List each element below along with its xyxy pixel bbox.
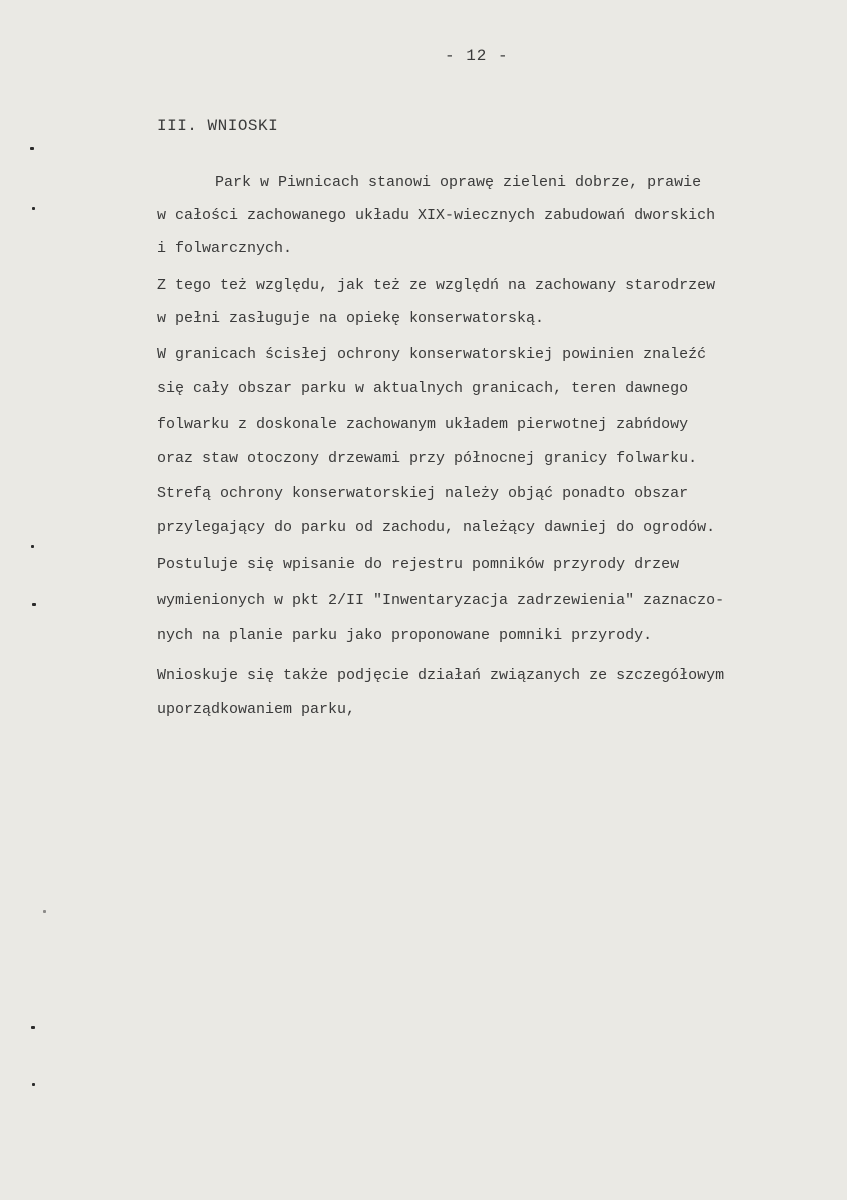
margin-speck (43, 910, 46, 913)
text-line: w pełni zasługuje na opiekę konserwatorską. (157, 310, 545, 327)
section-heading: III. WNIOSKI (157, 117, 279, 135)
text-line: folwarku z doskonale zachowanym układem pierwotnej zabńdowy (157, 416, 689, 433)
text-line: się cały obszar parku w aktualnych granicach, teren dawnego (157, 380, 689, 397)
text-line: oraz staw otoczony drzewami przy północnej granicy folwarku. (157, 450, 698, 467)
text-line: nych na planie parku jako proponowane pomniki przyrody. (157, 627, 653, 644)
page-number: - 12 - (445, 47, 509, 65)
text-line: Z tego też względu, jak też ze względń na zachowany starodrzew (157, 277, 716, 294)
text-line: Postuluje się wpisanie do rejestru pomników przyrody drzew (157, 556, 680, 573)
margin-speck (31, 545, 34, 548)
text-line: przylegający do parku od zachodu, należący dawniej do ogrodów. (157, 519, 716, 536)
text-line: i folwarcznych. (157, 240, 293, 257)
text-line: uporządkowaniem parku, (157, 701, 356, 718)
margin-speck (30, 147, 34, 150)
text-line: Wnioskuje się także podjęcie działań związanych ze szczegółowym (157, 667, 725, 684)
margin-speck (32, 1083, 35, 1086)
margin-speck (31, 1026, 35, 1029)
margin-speck (32, 207, 35, 210)
text-line: wymienionych w pkt 2/II "Inwentaryzacja zadrzewienia" zaznaczo- (157, 592, 725, 609)
text-line: Strefą ochrony konserwatorskiej należy objąć ponadto obszar (157, 485, 689, 502)
text-line: w całości zachowanego układu XIX-wiecznych zabudowań dworskich (157, 207, 716, 224)
text-line: W granicach ścisłej ochrony konserwatorskiej powinien znaleźć (157, 346, 707, 363)
margin-speck (32, 603, 36, 606)
text-line: Park w Piwnicach stanowi oprawę zieleni dobrze, prawie (215, 174, 702, 191)
